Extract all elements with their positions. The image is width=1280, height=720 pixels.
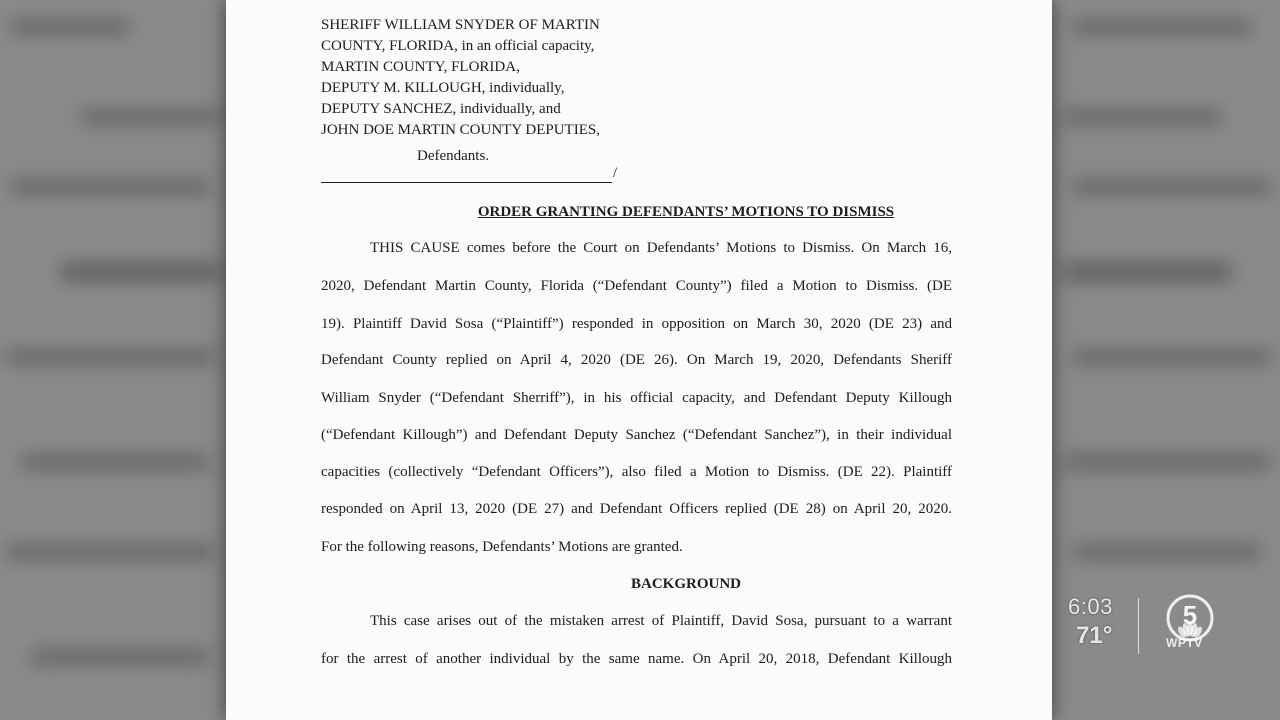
caption-line: JOHN DOE MARTIN COUNTY DEPUTIES, bbox=[321, 122, 600, 138]
court-order-page bbox=[226, 0, 1052, 720]
paragraph-line: for the arrest of another individual by the same name. On April 20, 2018, Defendant Killough bbox=[321, 651, 952, 667]
station-callsign: WPTV bbox=[1166, 636, 1203, 650]
paragraph-line: 2020, Defendant Martin County, Florida (“Defendant County”) filed a Motion to Dismiss. (DE bbox=[321, 278, 952, 294]
paragraph-line: capacities (collectively “Defendant Officers”), also filed a Motion to Dismiss. (DE 22). Plaintiff bbox=[321, 464, 952, 480]
paragraph-line: THIS CAUSE comes before the Court on Defendants’ Motions to Dismiss. On March 16, bbox=[370, 240, 952, 256]
bug-divider bbox=[1138, 598, 1139, 654]
caption-line: SHERIFF WILLIAM SNYDER OF MARTIN bbox=[321, 17, 600, 33]
caption-line: MARTIN COUNTY, FLORIDA, bbox=[321, 59, 520, 75]
temperature: 71° bbox=[1076, 622, 1113, 649]
paragraph-line: 19). Plaintiff David Sosa (“Plaintiff”) responded in opposition on March 30, 2020 (DE 23) and bbox=[321, 316, 952, 332]
clock-time: 6:03 bbox=[1068, 594, 1113, 619]
background-heading: BACKGROUND bbox=[630, 576, 741, 592]
order-title: ORDER GRANTING DEFENDANTS’ MOTIONS TO DISMISS bbox=[477, 204, 895, 220]
paragraph-line: William Snyder (“Defendant Sherriff”), in his official capacity, and Defendant Deputy Killough bbox=[321, 390, 952, 406]
caption-line: DEPUTY SANCHEZ, individually, and bbox=[321, 101, 561, 117]
caption-slash: / bbox=[613, 165, 618, 181]
paragraph-line: For the following reasons, Defendants’ Motions are granted. bbox=[321, 539, 683, 555]
paragraph-line: (“Defendant Killough”) and Defendant Deputy Sanchez (“Defendant Sanchez”), in their individual bbox=[321, 427, 952, 443]
paragraph-line: This case arises out of the mistaken arrest of Plaintiff, David Sosa, pursuant to a warrant bbox=[370, 613, 952, 629]
blurred-background-left bbox=[0, 0, 226, 720]
defendants-label: Defendants. bbox=[417, 148, 490, 164]
caption-line: DEPUTY M. KILLOUGH, individually, bbox=[321, 80, 565, 96]
channel-number: 5 bbox=[1182, 600, 1198, 630]
broadcast-bug bbox=[1062, 592, 1232, 660]
paragraph-line: responded on April 13, 2020 (DE 27) and Defendant Officers replied (DE 28) on April 20, 2020. bbox=[321, 501, 952, 517]
caption-line: COUNTY, FLORIDA, in an official capacity, bbox=[321, 38, 595, 54]
caption-rule bbox=[321, 182, 612, 183]
paragraph-line: Defendant County replied on April 4, 2020 (DE 26). On March 19, 2020, Defendants Sheriff bbox=[321, 352, 952, 368]
